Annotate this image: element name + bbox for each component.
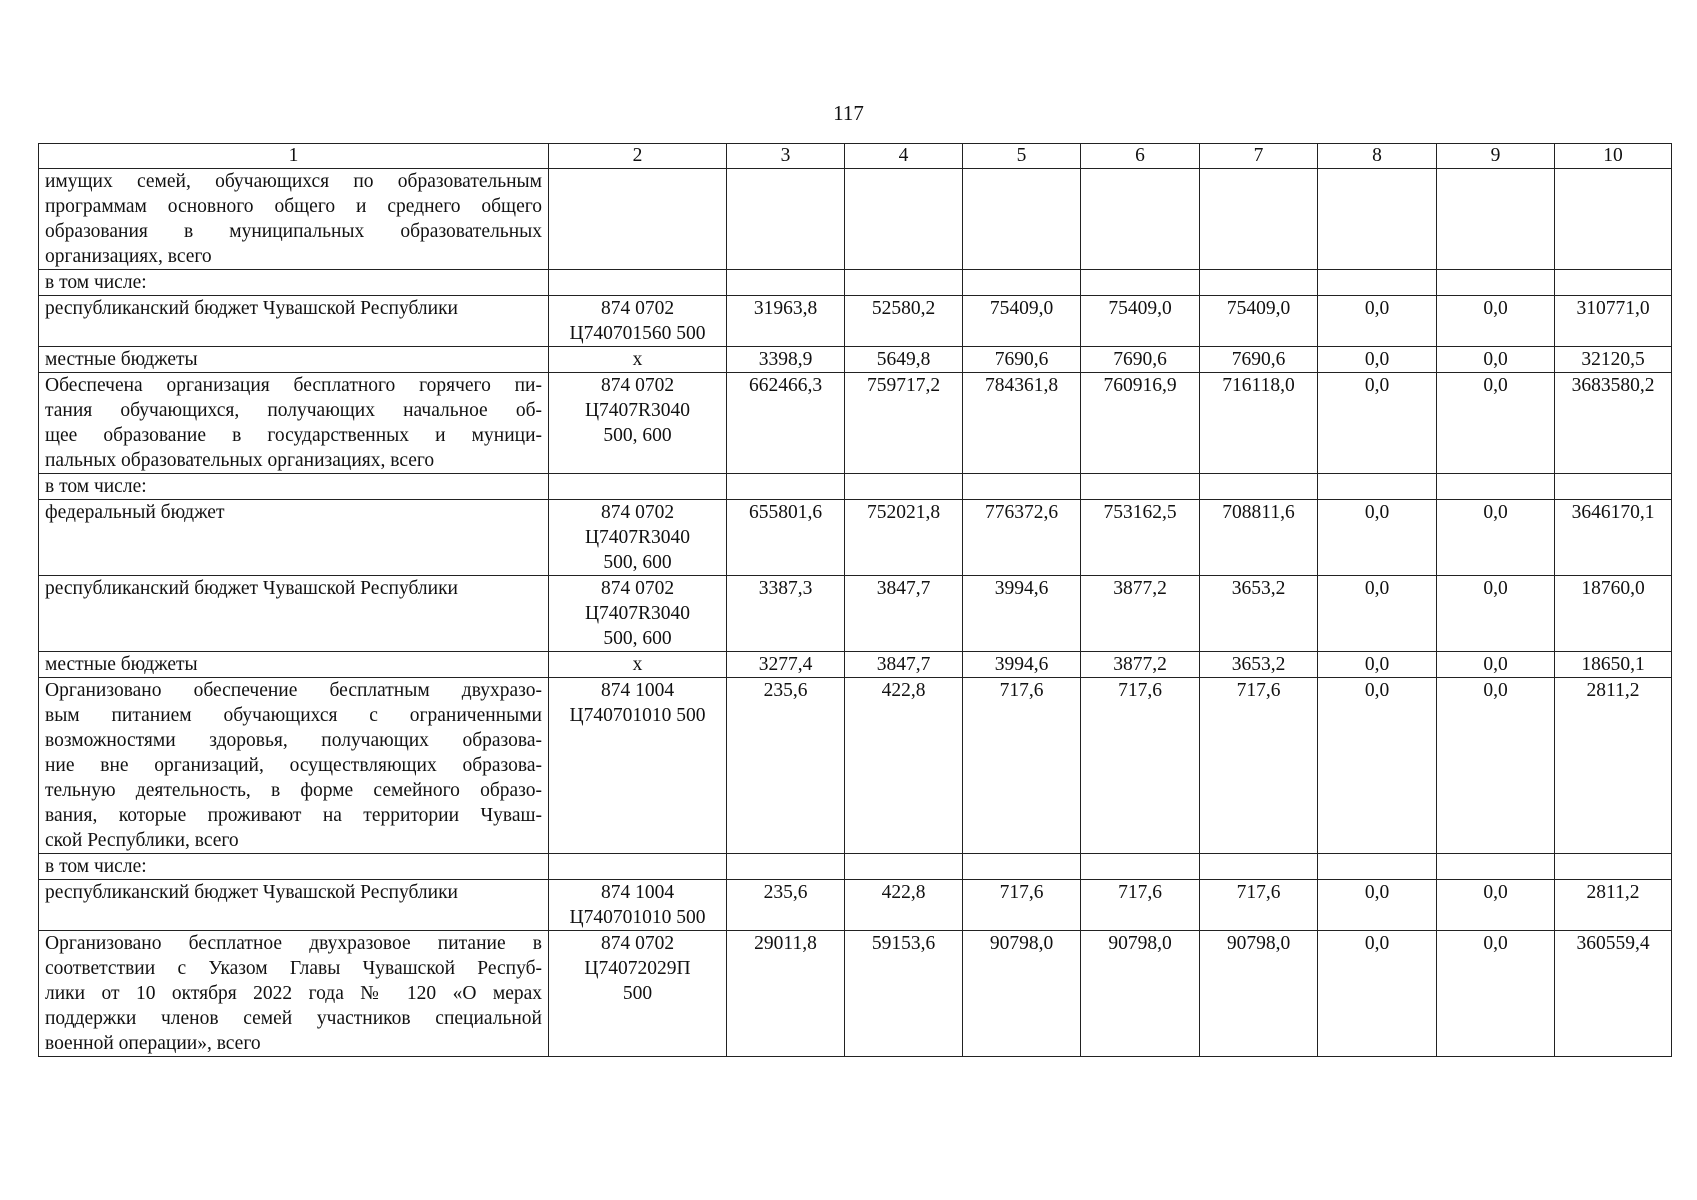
value-cell: 3387,3 — [727, 576, 845, 652]
value-cell: 717,6 — [963, 880, 1081, 931]
value-cell: 3653,2 — [1200, 576, 1318, 652]
column-header: 7 — [1200, 144, 1318, 169]
budget-code-cell — [549, 270, 727, 296]
value-cell: 3277,4 — [727, 652, 845, 678]
value-cell: 0,0 — [1437, 347, 1555, 373]
budget-code-cell: x — [549, 652, 727, 678]
budget-code-cell: 874 0702 Ц74072029П 500 — [549, 931, 727, 1057]
value-cell: 3683580,2 — [1555, 373, 1672, 474]
value-cell — [1318, 474, 1437, 500]
value-cell: 422,8 — [845, 880, 963, 931]
value-cell — [1437, 854, 1555, 880]
value-cell: 18650,1 — [1555, 652, 1672, 678]
value-cell: 0,0 — [1318, 296, 1437, 347]
budget-code-cell: 874 0702 Ц7407R3040 500, 600 — [549, 500, 727, 576]
value-cell: 235,6 — [727, 880, 845, 931]
value-cell: 0,0 — [1318, 347, 1437, 373]
budget-table — [38, 143, 1672, 1057]
value-cell — [845, 854, 963, 880]
value-cell: 717,6 — [1200, 880, 1318, 931]
value-cell: 717,6 — [1200, 678, 1318, 854]
value-cell: 7690,6 — [963, 347, 1081, 373]
table-row — [39, 678, 1672, 854]
value-cell: 0,0 — [1318, 652, 1437, 678]
value-cell — [1437, 169, 1555, 270]
value-cell: 0,0 — [1437, 678, 1555, 854]
table-row — [39, 347, 1672, 373]
column-header: 5 — [963, 144, 1081, 169]
table-row — [39, 880, 1672, 931]
value-cell: 717,6 — [1081, 880, 1200, 931]
value-cell: 422,8 — [845, 678, 963, 854]
value-cell: 3877,2 — [1081, 652, 1200, 678]
value-cell: 310771,0 — [1555, 296, 1672, 347]
column-number-row — [39, 144, 1672, 169]
value-cell: 75409,0 — [963, 296, 1081, 347]
value-cell: 0,0 — [1318, 500, 1437, 576]
page-number: 117 — [833, 101, 864, 125]
value-cell: 29011,8 — [727, 931, 845, 1057]
value-cell — [963, 270, 1081, 296]
value-cell — [1555, 854, 1672, 880]
budget-code-cell: x — [549, 347, 727, 373]
value-cell — [1318, 169, 1437, 270]
value-cell: 18760,0 — [1555, 576, 1672, 652]
value-cell: 3877,2 — [1081, 576, 1200, 652]
value-cell: 752021,8 — [845, 500, 963, 576]
row-name-cell: Организовано бесплатное двухразовое питание в соответствии с Указом Главы Чувашской Респуб- лики от 10 октября 2022 года № 120 «О мерах поддержки членов семей участников специальной военной операции», всего — [39, 931, 549, 1057]
value-cell — [727, 854, 845, 880]
column-header: 2 — [549, 144, 727, 169]
value-cell: 90798,0 — [963, 931, 1081, 1057]
value-cell: 0,0 — [1437, 931, 1555, 1057]
budget-code-cell: 874 0702 Ц7407R3040 500, 600 — [549, 373, 727, 474]
table-row — [39, 931, 1672, 1057]
row-name-cell: Организовано обеспечение бесплатным двухразо- вым питанием обучающихся с ограниченными возможностями здоровья, получающих образова- ние вне организаций, осуществляющих образова- тельную деятельность, в форме семейного образо- вания, которые проживают на территории Чуваш- ской Республики, всего — [39, 678, 549, 854]
row-name-cell: имущих семей, обучающихся по образовательным программам основного общего и среднего общего образования в муниципальных образовательных организациях, всего — [39, 169, 549, 270]
value-cell — [1555, 270, 1672, 296]
table-row — [39, 373, 1672, 474]
value-cell — [1555, 169, 1672, 270]
table-row — [39, 296, 1672, 347]
value-cell: 3398,9 — [727, 347, 845, 373]
value-cell — [727, 474, 845, 500]
column-header: 1 — [39, 144, 549, 169]
value-cell: 716118,0 — [1200, 373, 1318, 474]
value-cell: 0,0 — [1437, 576, 1555, 652]
budget-code-cell: 874 0702 Ц7407R3040 500, 600 — [549, 576, 727, 652]
value-cell: 2811,2 — [1555, 678, 1672, 854]
budget-code-cell — [549, 169, 727, 270]
row-name-cell: республиканский бюджет Чувашской Республики — [39, 880, 549, 931]
value-cell — [1200, 270, 1318, 296]
table-row — [39, 474, 1672, 500]
value-cell: 2811,2 — [1555, 880, 1672, 931]
value-cell: 59153,6 — [845, 931, 963, 1057]
row-name-cell: Обеспечена организация бесплатного горячего пи- тания обучающихся, получающих начальное об- щее образование в государственных и муници- пальных образовательных организациях, всего — [39, 373, 549, 474]
value-cell: 52580,2 — [845, 296, 963, 347]
value-cell: 90798,0 — [1081, 931, 1200, 1057]
value-cell: 3847,7 — [845, 576, 963, 652]
column-header: 3 — [727, 144, 845, 169]
value-cell: 655801,6 — [727, 500, 845, 576]
row-name-cell: местные бюджеты — [39, 347, 549, 373]
row-name-cell: республиканский бюджет Чувашской Республики — [39, 576, 549, 652]
value-cell: 784361,8 — [963, 373, 1081, 474]
value-cell: 3994,6 — [963, 652, 1081, 678]
row-name-cell: в том числе: — [39, 854, 549, 880]
value-cell: 5649,8 — [845, 347, 963, 373]
value-cell — [963, 854, 1081, 880]
row-name-cell: федеральный бюджет — [39, 500, 549, 576]
row-name-cell: республиканский бюджет Чувашской Республики — [39, 296, 549, 347]
table-row — [39, 270, 1672, 296]
value-cell: 0,0 — [1318, 576, 1437, 652]
value-cell — [1437, 270, 1555, 296]
column-header: 9 — [1437, 144, 1555, 169]
table-row — [39, 854, 1672, 880]
value-cell — [1318, 270, 1437, 296]
value-cell: 7690,6 — [1081, 347, 1200, 373]
value-cell: 0,0 — [1437, 880, 1555, 931]
value-cell: 90798,0 — [1200, 931, 1318, 1057]
value-cell: 717,6 — [1081, 678, 1200, 854]
value-cell — [845, 270, 963, 296]
value-cell: 0,0 — [1437, 500, 1555, 576]
value-cell — [1318, 854, 1437, 880]
value-cell: 75409,0 — [1081, 296, 1200, 347]
value-cell: 717,6 — [963, 678, 1081, 854]
value-cell — [1200, 854, 1318, 880]
value-cell: 776372,6 — [963, 500, 1081, 576]
value-cell: 759717,2 — [845, 373, 963, 474]
value-cell — [1081, 854, 1200, 880]
value-cell: 7690,6 — [1200, 347, 1318, 373]
value-cell: 753162,5 — [1081, 500, 1200, 576]
table-row — [39, 500, 1672, 576]
value-cell: 662466,3 — [727, 373, 845, 474]
row-name-cell: местные бюджеты — [39, 652, 549, 678]
column-header: 10 — [1555, 144, 1672, 169]
value-cell: 3653,2 — [1200, 652, 1318, 678]
value-cell: 0,0 — [1318, 373, 1437, 474]
value-cell: 0,0 — [1437, 652, 1555, 678]
budget-code-cell: 874 1004 Ц740701010 500 — [549, 678, 727, 854]
value-cell — [727, 169, 845, 270]
value-cell: 0,0 — [1318, 931, 1437, 1057]
value-cell — [1081, 270, 1200, 296]
value-cell: 235,6 — [727, 678, 845, 854]
value-cell: 0,0 — [1318, 678, 1437, 854]
budget-code-cell — [549, 854, 727, 880]
value-cell — [1555, 474, 1672, 500]
value-cell — [963, 474, 1081, 500]
table-row — [39, 169, 1672, 270]
value-cell: 32120,5 — [1555, 347, 1672, 373]
value-cell — [1081, 474, 1200, 500]
value-cell — [845, 474, 963, 500]
value-cell: 3994,6 — [963, 576, 1081, 652]
value-cell — [1437, 474, 1555, 500]
value-cell: 3847,7 — [845, 652, 963, 678]
value-cell: 75409,0 — [1200, 296, 1318, 347]
value-cell: 0,0 — [1437, 373, 1555, 474]
value-cell: 0,0 — [1437, 296, 1555, 347]
table-row — [39, 576, 1672, 652]
column-header: 8 — [1318, 144, 1437, 169]
budget-code-cell: 874 1004 Ц740701010 500 — [549, 880, 727, 931]
value-cell: 3646170,1 — [1555, 500, 1672, 576]
value-cell — [1200, 474, 1318, 500]
value-cell: 0,0 — [1318, 880, 1437, 931]
column-header: 4 — [845, 144, 963, 169]
value-cell: 708811,6 — [1200, 500, 1318, 576]
row-name-cell: в том числе: — [39, 474, 549, 500]
budget-code-cell: 874 0702 Ц740701560 500 — [549, 296, 727, 347]
value-cell — [1081, 169, 1200, 270]
value-cell — [727, 270, 845, 296]
value-cell: 360559,4 — [1555, 931, 1672, 1057]
column-header: 6 — [1081, 144, 1200, 169]
value-cell — [1200, 169, 1318, 270]
value-cell: 760916,9 — [1081, 373, 1200, 474]
value-cell — [963, 169, 1081, 270]
row-name-cell: в том числе: — [39, 270, 549, 296]
value-cell — [845, 169, 963, 270]
value-cell: 31963,8 — [727, 296, 845, 347]
budget-code-cell — [549, 474, 727, 500]
table-row — [39, 652, 1672, 678]
